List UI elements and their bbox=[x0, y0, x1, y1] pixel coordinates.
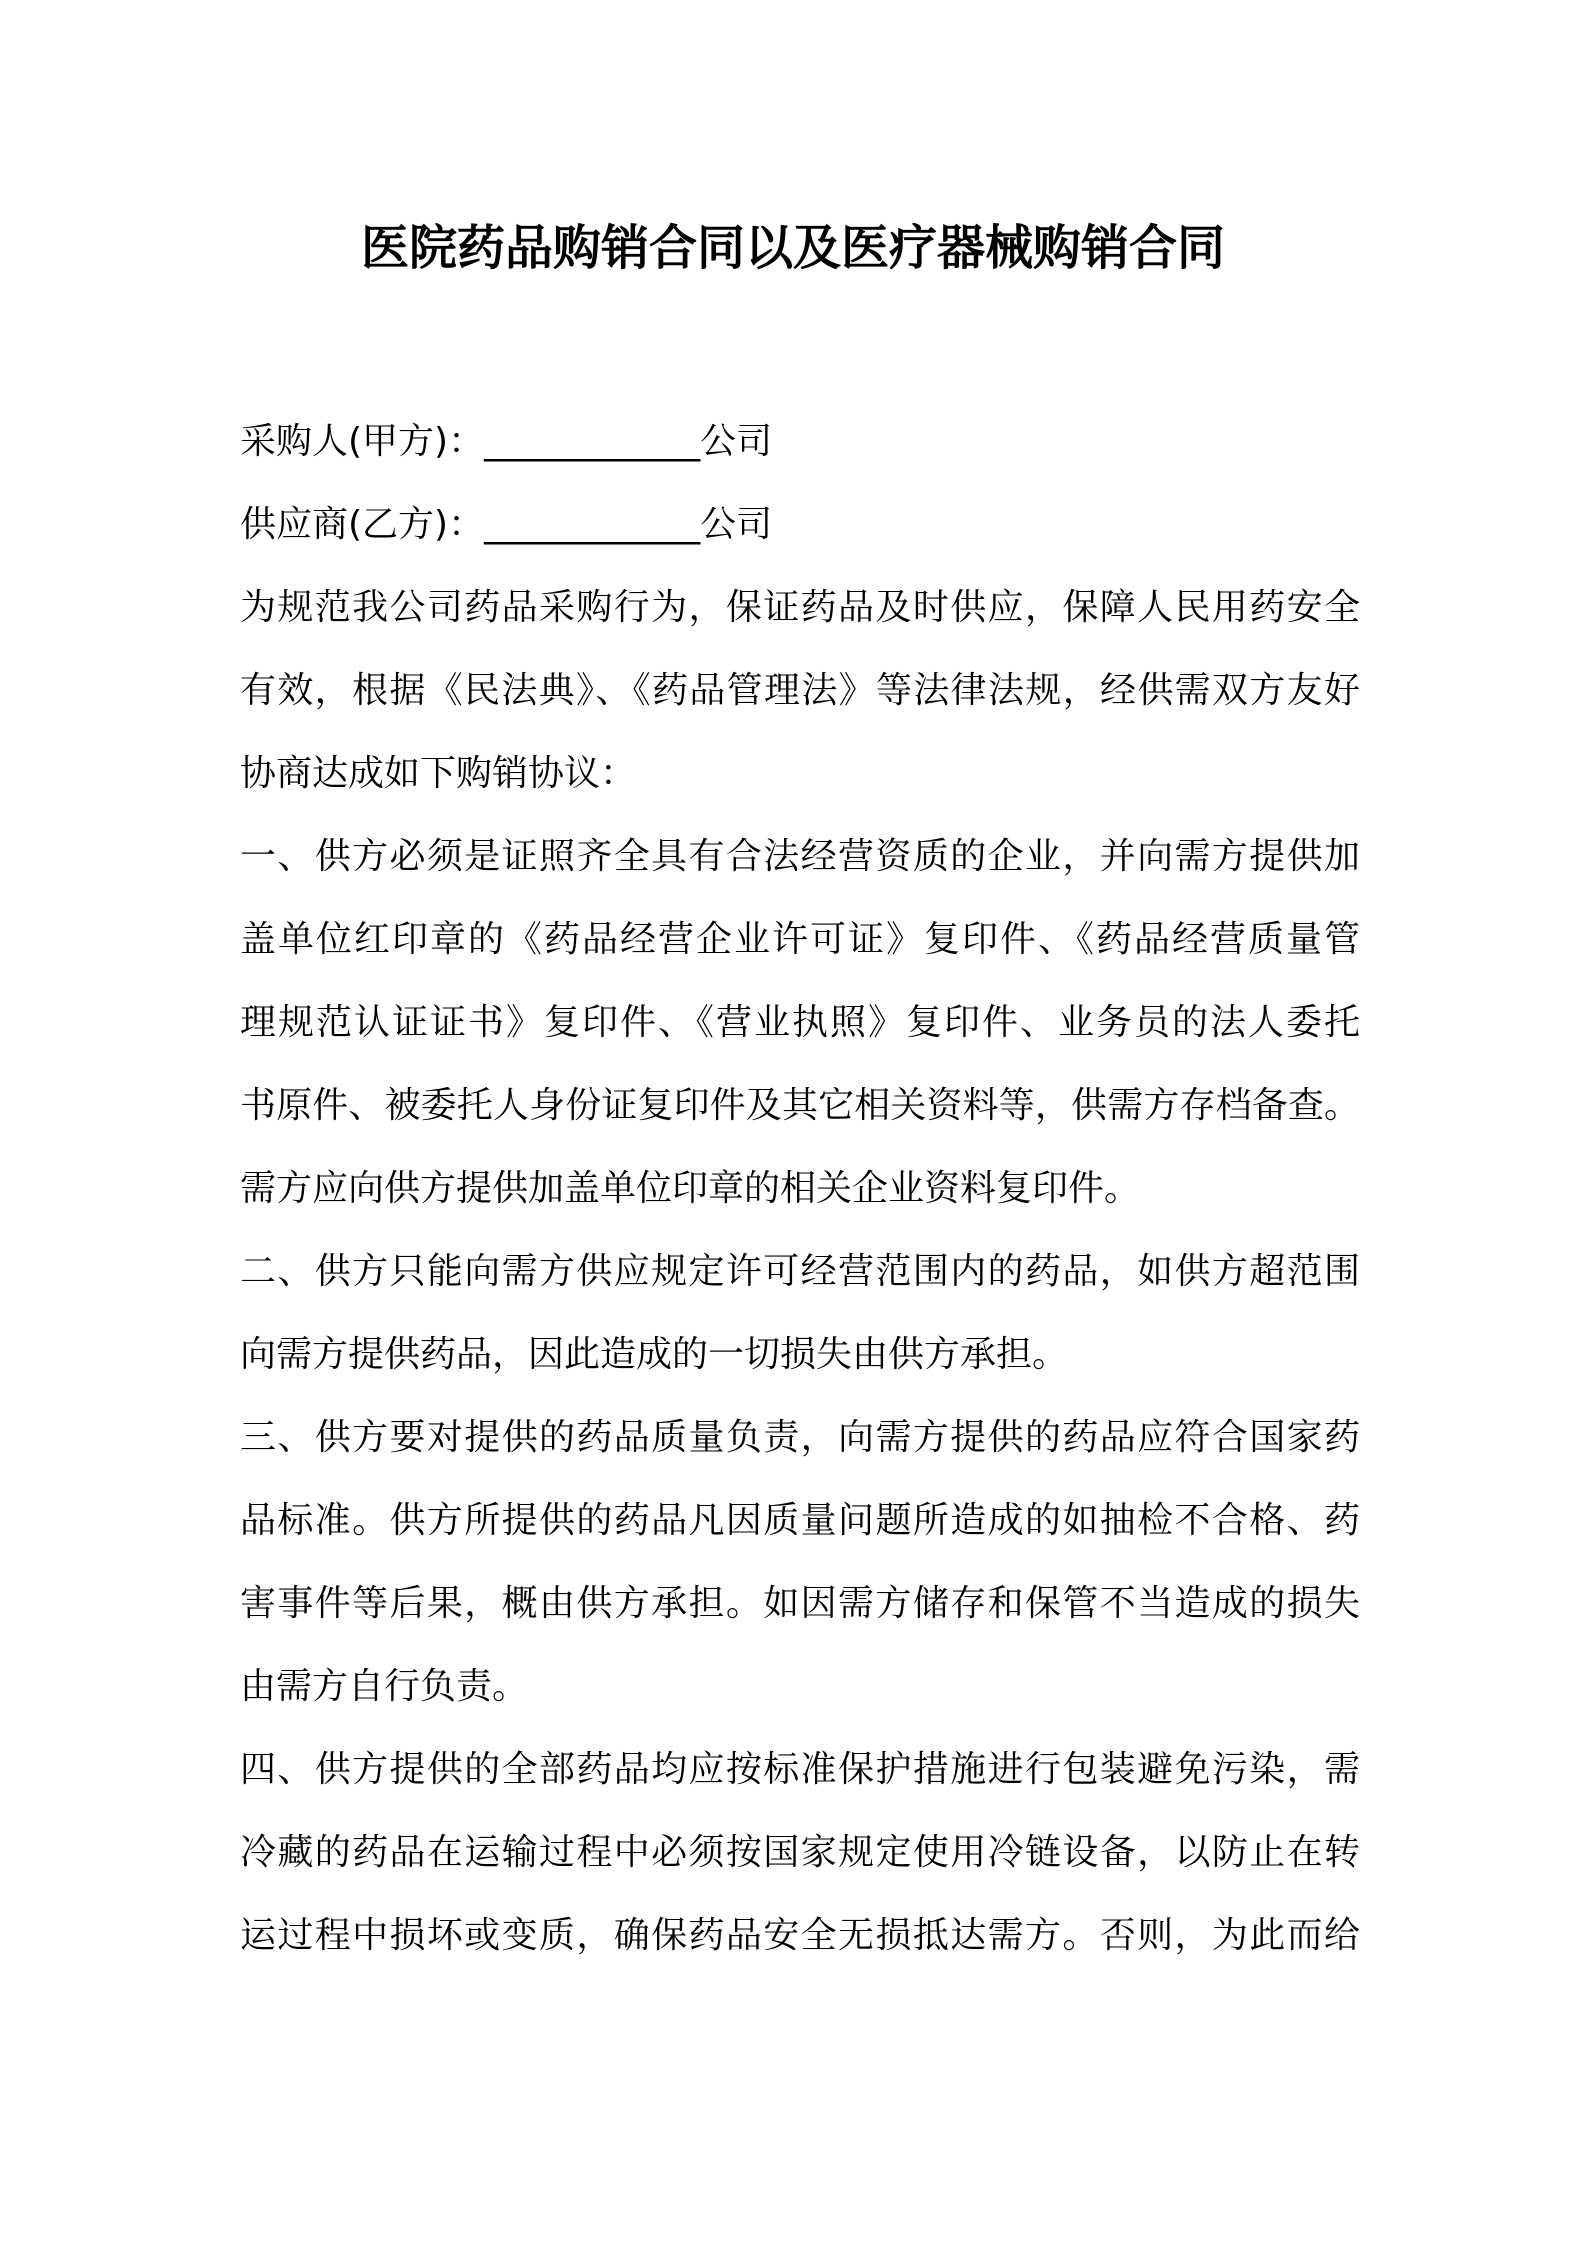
body-line: 为规范我公司药品采购行为，保证药品及时供应，保障人民用药安全 bbox=[240, 587, 1360, 628]
clause-1-line: 需方应向供方提供加盖单位印章的相关企业资料复印件。 bbox=[240, 1168, 1141, 1209]
clause-4-line: 运过程中损坏或变质，确保药品安全无损抵达需方。否则，为此而给 bbox=[240, 1915, 1360, 1956]
clause-1-line: 盖单位红印章的《药品经营企业许可证》复印件、《药品经营质量管 bbox=[240, 919, 1360, 960]
body-line: 协商达成如下购销协议： bbox=[240, 753, 637, 794]
clause-3-line: 品标准。供方所提供的药品凡因质量问题所造成的如抽检不合格、药 bbox=[240, 1500, 1360, 1541]
purchaser-line: 采购人(甲方)：____________公司 bbox=[240, 421, 773, 462]
clause-3-line: 害事件等后果，概由供方承担。如因需方储存和保管不当造成的损失 bbox=[240, 1583, 1360, 1624]
document-body bbox=[240, 400, 1360, 1977]
clause-4-line: 四、供方提供的全部药品均应按标准保护措施进行包装避免污染，需 bbox=[240, 1749, 1360, 1790]
supplier-line: 供应商(乙方)：____________公司 bbox=[240, 504, 773, 545]
clause-1-line: 理规范认证证书》复印件、《营业执照》复印件、业务员的法人委托 bbox=[240, 1002, 1360, 1043]
clause-1-line: 一、供方必须是证照齐全具有合法经营资质的企业，并向需方提供加 bbox=[240, 836, 1360, 877]
clause-2-line: 二、供方只能向需方供应规定许可经营范围内的药品，如供方超范围 bbox=[240, 1251, 1360, 1292]
body-line: 有效，根据《民法典》、《药品管理法》等法律法规，经供需双方友好 bbox=[240, 670, 1360, 711]
clause-3-line: 由需方自行负责。 bbox=[240, 1666, 529, 1707]
clause-1-line: 书原件、被委托人身份证复印件及其它相关资料等，供需方存档备查。 bbox=[240, 1085, 1360, 1126]
clause-2-line: 向需方提供药品，因此造成的一切损失由供方承担。 bbox=[240, 1334, 1069, 1375]
document-title: 医院药品购销合同以及医疗器械购销合同 bbox=[360, 220, 1225, 276]
clause-4-line: 冷藏的药品在运输过程中必须按国家规定使用冷链设备，以防止在转 bbox=[240, 1832, 1360, 1873]
clause-3-line: 三、供方要对提供的药品质量负责，向需方提供的药品应符合国家药 bbox=[240, 1417, 1360, 1458]
